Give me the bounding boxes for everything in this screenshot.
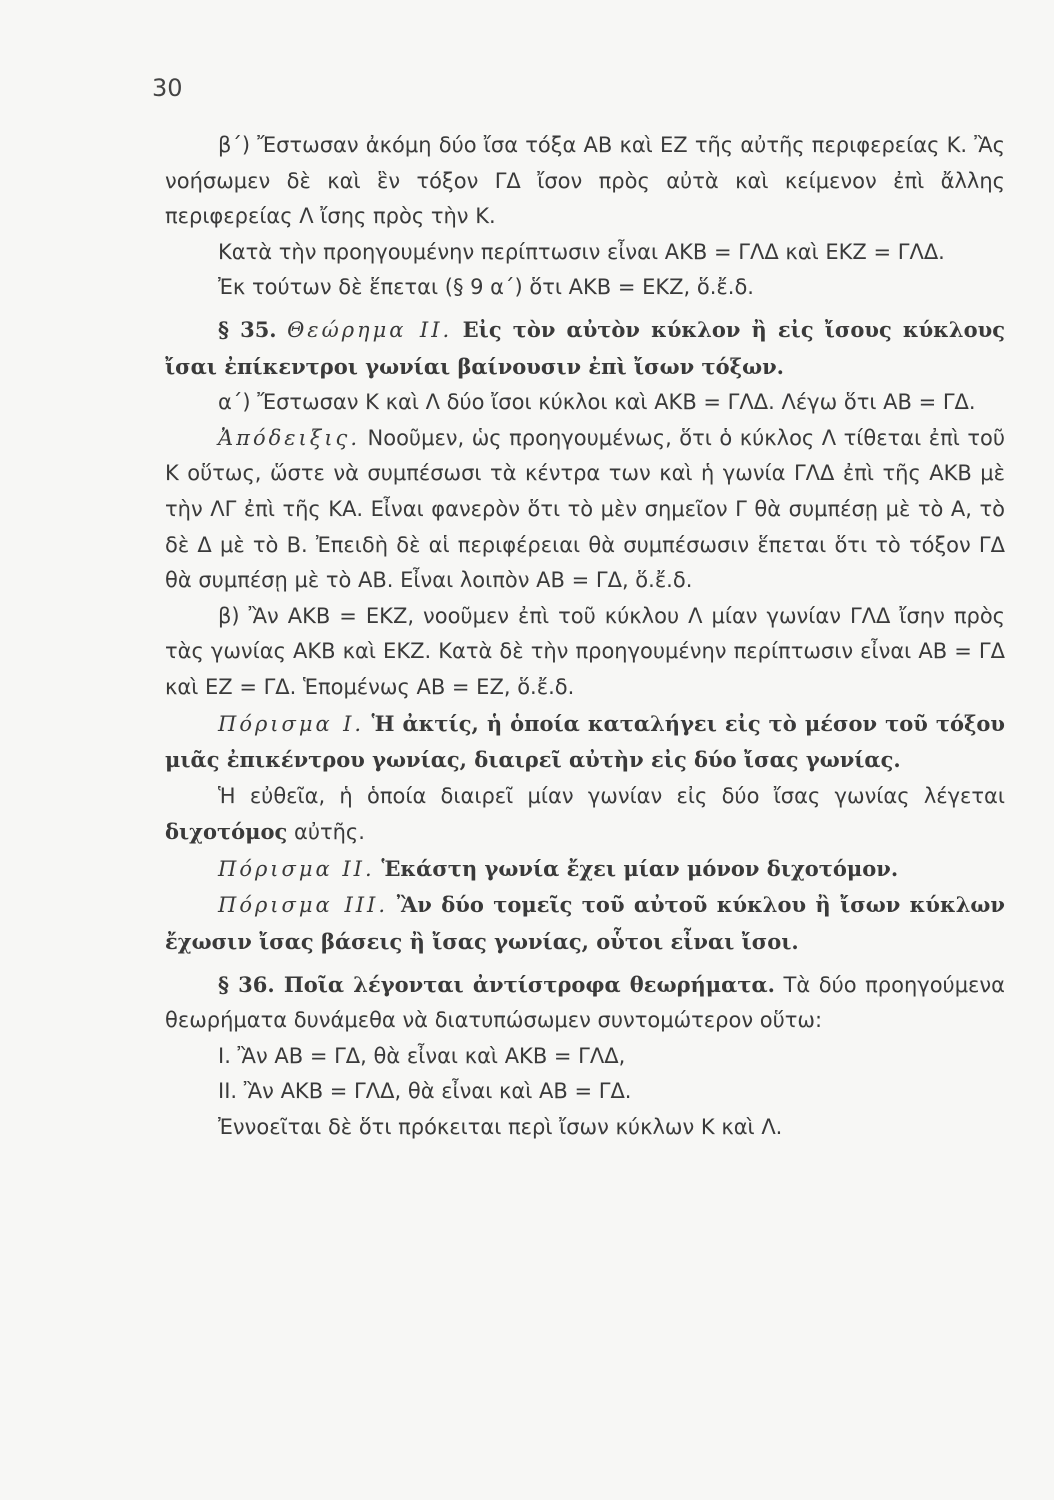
corollary-1-text: Ἡ ἀκτίς, ἡ ὁποία καταλήγει εἰς τὸ μέσον τοῦ τόξου μιᾶς ἐπικέντρου γωνίας, διαιρεῖ αὐτὴν εἰς δύο ἴσας γωνίας. (165, 710, 1005, 773)
theorem-text: Εἰς τὸν αὐτὸν κύκλον ἢ εἰς ἴσους κύκλους ἴσαι ἐπίκεντροι γωνίαι βαίνουσιν ἐπὶ ἴσων τόξων. (165, 316, 1005, 379)
corollary-1-label: Πόρισμα I. (218, 711, 365, 736)
section-number: § 35. (218, 316, 277, 342)
section-36-text: Τὰ δύο προηγούμενα θεωρήματα δυνάμεθα νὰ διατυπώσωμεν συντομώτερον οὕτω: (165, 972, 1005, 1033)
list-item-2: II. Ἂν ΑΚΒ = ΓΛΔ, θὰ εἶναι καὶ ΑΒ = ΓΔ. (218, 1079, 632, 1104)
corollary-2 (165, 851, 1005, 888)
paragraph-case-beta-2: β) Ἂν ΑΚΒ = ΕΚΖ, νοοῦμεν ἐπὶ τοῦ κύκλου Λ μίαν γωνίαν ΓΛΔ ἴσην πρὸς τὰς γωνίας ΑΚΒ καὶ ΕΚΖ. Κατὰ δὲ τὴν προηγουμένην περίπτωσιν εἶναι ΑΒ = ΓΔ καὶ ΕΖ = ΓΔ. Ἑπομένως ΑΒ = ΕΖ, ὅ.ἔ.δ. (165, 603, 1005, 699)
closing-paragraph: Ἐννοεῖται δὲ ὅτι πρόκειται περὶ ἴσων κύκλων Κ καὶ Λ. (218, 1115, 783, 1140)
bisector-term: διχοτόμος (165, 819, 288, 845)
section-36 (165, 967, 1005, 1039)
paragraph-case-beta: β΄) Ἔστωσαν ἀκόμη δύο ἴσα τόξα ΑΒ καὶ ΕΖ τῆς αὐτῆς περιφερείας Κ. Ἂς νοήσωμεν δὲ καὶ ἓν τόξον ΓΔ ἴσον πρὸς αὐτὰ καὶ κείμενον ἐπὶ ἄλλης περιφερείας Λ ἴσης πρὸς τὴν Κ. (165, 133, 1005, 229)
proof-paragraph (165, 421, 1005, 599)
paragraph-case-alpha: α΄) Ἔστωσαν Κ καὶ Λ δύο ἴσοι κύκλοι καὶ ΑΚΒ = ΓΛΔ. Λέγω ὅτι ΑΒ = ΓΔ. (218, 390, 976, 415)
corollary-3-label: Πόρισμα III. (218, 893, 389, 918)
corollary-2-label: Πόρισμα II. (218, 856, 375, 881)
theorem-2-statement (165, 312, 1005, 385)
corollary-3 (165, 887, 1005, 960)
bisector-definition (165, 779, 1005, 851)
corollary-1 (165, 706, 1005, 779)
paragraph-conclusion: Ἐκ τούτων δὲ ἕπεται (§ 9 α΄) ὅτι ΑΚΒ = ΕΚΖ, ὅ.ἔ.δ. (218, 275, 754, 300)
list-item-1: I. Ἂν ΑΒ = ΓΔ, θὰ εἶναι καὶ ΑΚΒ = ΓΛΔ, (218, 1043, 626, 1068)
bisector-text-a: Ἡ εὐθεῖα, ἡ ὁποία διαιρεῖ μίαν γωνίαν εἰς δύο ἴσας γωνίας λέγεται (218, 783, 1005, 808)
corollary-3-text: Ἂν δύο τομεῖς τοῦ αὐτοῦ κύκλου ἢ ἴσων κύκλων ἔχωσιν ἴσας βάσεις ἢ ἴσας γωνίας, οὗτοι εἶναι ἴσοι. (165, 892, 1006, 955)
theorem-label: Θεώρημα II. (287, 317, 453, 342)
corollary-2-text: Ἑκάστη γωνία ἔχει μίαν μόνον διχοτόμον. (381, 855, 899, 881)
bisector-text-b: αὐτῆς. (293, 820, 365, 845)
section-36-heading: § 36. Ποῖα λέγονται ἀντίστροφα θεωρήματα. (218, 971, 775, 997)
proof-text: Νοοῦμεν, ὡς προηγουμένως, ὅτι ὁ κύκλος Λ τίθεται ἐπὶ τοῦ Κ οὕτως, ὥστε νὰ συμπέσωσι τὰ κέντρα των καὶ ἡ γωνία ΓΛΔ ἐπὶ τῆς ΑΚΒ μὲ τὴν ΛΓ ἐπὶ τῆς ΚΑ. Εἶναι φανερὸν ὅτι τὸ μὲν σημεῖον Γ θὰ συμπέσῃ μὲ τὸ Α, τὸ δὲ Δ μὲ τὸ Β. Ἐπειδὴ δὲ αἱ περιφέρειαι θὰ συμπέσωσιν ἕπεται ὅτι τὸ τόξον ΓΔ θὰ συμπέσῃ μὲ τὸ ΑΒ. Εἶναι λοιπὸν ΑΒ = ΓΔ, ὅ.ἔ.δ. (165, 425, 1005, 593)
proof-label: Ἀπόδειξις. (218, 425, 360, 450)
paragraph-previous-case: Κατὰ τὴν προηγουμένην περίπτωσιν εἶναι ΑΚΒ = ΓΛΔ καὶ ΕΚΖ = ΓΛΔ. (218, 239, 945, 264)
page-number: 30 (152, 74, 183, 102)
page-body (165, 128, 1005, 1146)
